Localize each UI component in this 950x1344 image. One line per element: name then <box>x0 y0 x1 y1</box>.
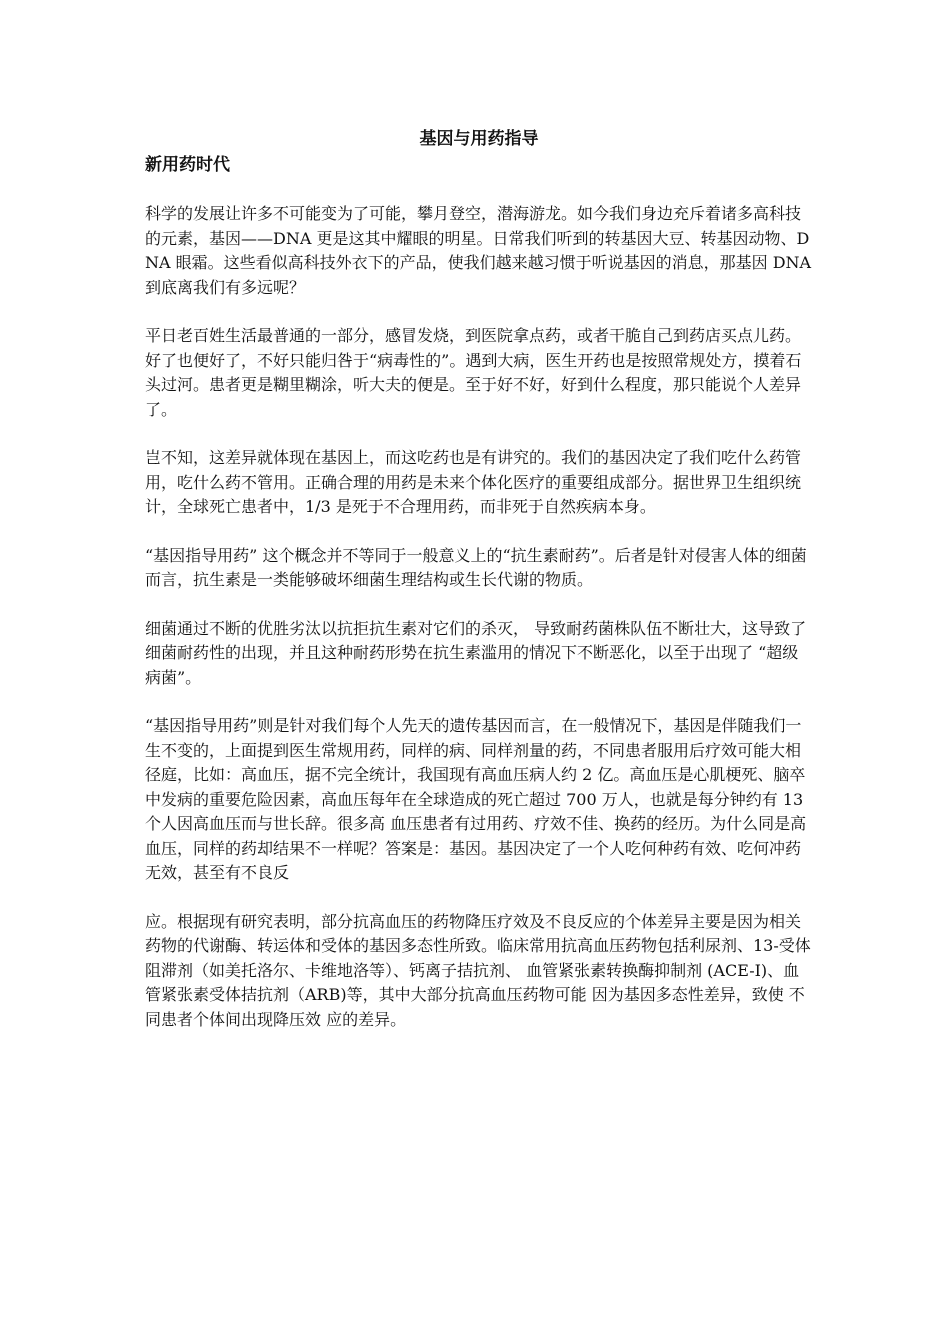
document-page <box>145 126 813 1056</box>
paragraph-5: 细菌通过不断的优胜劣汰以抗拒抗生素对它们的杀灭， 导致耐药菌株队伍不断壮大，这导致了细菌耐药性的出现，并且这种耐药形势在抗生素滥用的情况下不断恶化，以至于出现了 “超级病菌”。 <box>145 618 807 687</box>
paragraph-4: “基因指导用药” 这个概念并不等同于一般意义上的“抗生素耐药”。后者是针对侵害人体的细菌而言，抗生素是一类能够破坏细菌生理结构或生长代谢的物质。 <box>145 545 807 589</box>
paragraph-1: 科学的发展让许多不可能变为了可能，攀月登空，潜海游龙。如今我们身边充斥着诸多高科技的元素，基因——DNA 更是这其中耀眼的明星。日常我们听到的转基因大豆、转基因动物、DNA 眼霜。这些看似高科技外衣下的产品，使我们越来越习惯于听说基因的消息，那基因 DNA 到底离我们有多远呢？ <box>145 204 812 297</box>
paragraph-2: 平日老百姓生活最普通的一部分，感冒发烧，到医院拿点药，或者干脆自己到药店买点儿药。好了也便好了，不好只能归咎于“病毒性的”。遇到大病，医生开药也是按照常规处方，摸着石头过河。患者更是糊里糊涂，听大夫的便是。至于好不好，好到什么程度，那只能说个人差异了。 <box>145 326 802 419</box>
document-subtitle: 新用药时代 <box>145 155 230 175</box>
paragraph-6: “基因指导用药”则是针对我们每个人先天的遗传基因而言，在一般情况下，基因是伴随我们一生不变的，上面提到医生常规用药，同样的病、同样剂量的药，不同患者服用后疗效可能大相径庭，比如：高血压，据不完全统计，我国现有高血压病人约 2 亿。高血压是心肌梗死、脑卒中发病的重要危险因素，高血压每年在全球造成的死亡超过 700 万人，也就是每分钟约有 13 个人因高血压而与世长辞。很多高 血压患者有过用药、疗效不佳、换药的经历。为什么同是高血压，同样的药却结果不一样呢？答案是：基因。基因决定了一个人吃何种药有效、吃何冲药无效，甚至有不良反 <box>145 716 807 882</box>
document-title: 基因与用药指导 <box>419 129 539 149</box>
paragraph-7: 应。根据现有研究表明，部分抗高血压的药物降压疗效及不良反应的个体差异主要是因为相关药物的代谢酶、转运体和受体的基因多态性所致。临床常用抗高血压药物包括利尿剂、13-受体阻滞剂（如美托洛尔、卡维地洛等）、钙离子拮抗剂、 血管紧张素转换酶抑制剂 (ACE-I)、血管紧张素受体拮抗剂（ARB)等，其中大部分抗高血压药物可能 因为基因多态性差异，致使 不同患者个体间出现降压效 应的差异。 <box>145 911 811 1029</box>
paragraph-3: 岂不知，这差异就体现在基因上，而这吃药也是有讲究的。我们的基因决定了我们吃什么药管用，吃什么药不管用。正确合理的用药是未来个体化医疗的重要组成部分。据世界卫生组织统计，全球死亡患者中，1/3 是死于不合理用药，而非死于自然疾病本身。 <box>145 448 802 516</box>
